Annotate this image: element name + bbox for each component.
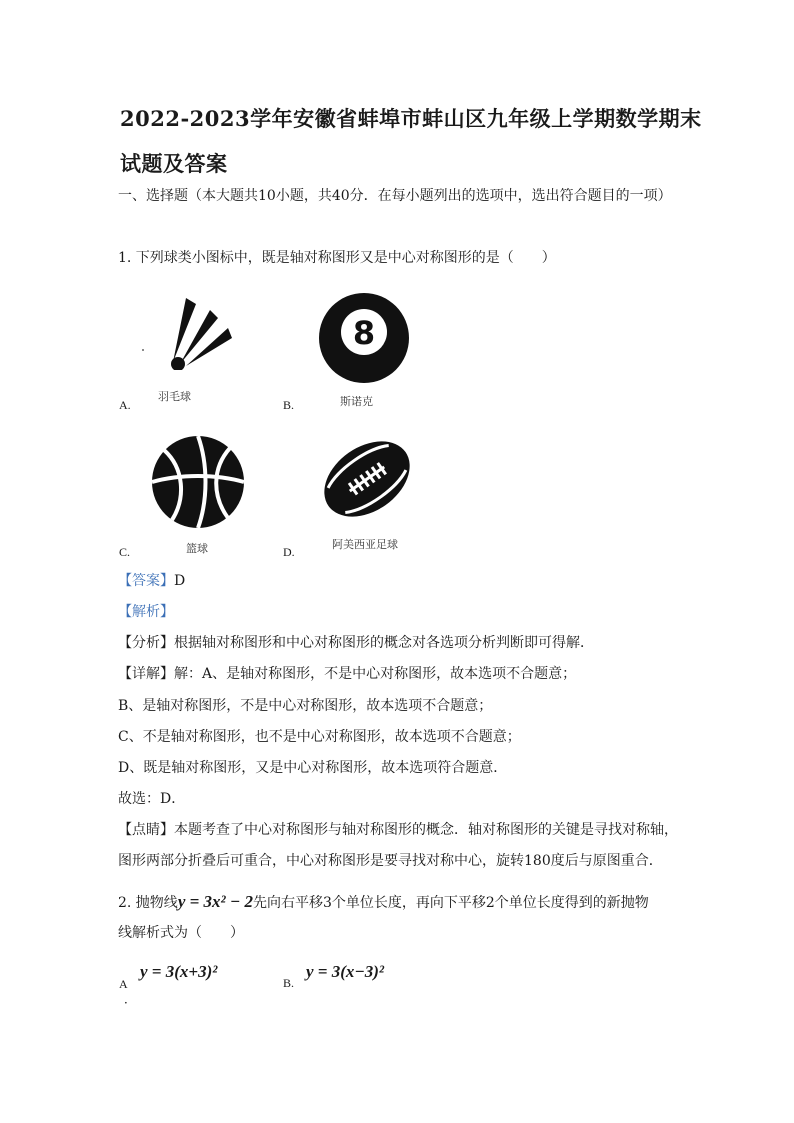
xiangjie-text: 解：A、是轴对称图形，不是中心对称图形，故本选项不合题意； [174, 666, 577, 682]
q2-option-a-letter: A [119, 977, 128, 991]
doc-title-line1: 2022-2023学年安徽省蚌埠市蚌山区九年级上学期数学期末 [120, 106, 702, 131]
answer-value: D [174, 573, 186, 589]
q2-option-a-dot: ． [124, 992, 137, 1006]
analysis-tag: 【解析】 [118, 604, 174, 620]
q2-formula: y = 3x² − 2 [177, 892, 253, 911]
q1-option-a-figure [140, 290, 240, 370]
answer-tag: 【答案】 [118, 573, 174, 589]
q1-option-a-label: 羽毛球 [158, 390, 191, 403]
q1-choose: 故选：D． [118, 791, 186, 807]
q1-stem: 1. 下列球类小图标中，既是轴对称图形又是中心对称图形的是（ ） [118, 250, 556, 266]
q1-line-b: B、是轴对称图形，不是中心对称图形，故本选项不合题意； [118, 698, 493, 714]
q2-number: 2. 抛物线 [118, 895, 178, 911]
q2-stem-rest: 先向右平移3个单位长度，再向下平移2个单位长度得到的新抛物 [252, 895, 649, 911]
q1-option-c-letter: C. [119, 545, 131, 559]
q2-option-b: y = 3(x−3)² [306, 962, 384, 981]
q1-analysis-tag [118, 603, 174, 621]
dianjing-tag: 【点睛】 [118, 822, 174, 838]
billiard-8-ball-icon [318, 292, 410, 384]
q1-line-c: C、不是轴对称图形，也不是中心对称图形，故本选项不合题意； [118, 729, 521, 745]
ball-number: 8 [352, 314, 376, 352]
q1-option-d-label: 阿美西亚足球 [332, 538, 398, 551]
q2-option-b-letter: B. [283, 976, 295, 990]
q1-option-b-label: 斯诺克 [340, 395, 373, 408]
q1-line-d: D、既是轴对称图形，又是中心对称图形，故本选项符合题意． [118, 760, 508, 776]
q2-stem-line2: 线解析式为（ ） [118, 925, 244, 941]
q1-option-d-letter: D. [283, 545, 295, 559]
q1-option-b-figure [318, 292, 410, 384]
basketball-icon [150, 434, 246, 530]
q1-option-c-figure [150, 434, 246, 530]
fenxi-tag: 【分析】 [118, 635, 174, 651]
q1-fenxi-line [118, 634, 594, 652]
q1-option-d-figure [318, 430, 416, 528]
xiangjie-tag: 【详解】 [118, 666, 174, 682]
q1-dianjing-line1 [118, 821, 678, 839]
q1-option-a-letter: A. [119, 398, 131, 412]
q1-option-c-label: 篮球 [186, 542, 208, 555]
q1-option-b-letter: B. [283, 398, 295, 412]
doc-title-line2: 试题及答案 [120, 151, 228, 176]
q2-option-a: y = 3(x+3)² [140, 962, 218, 981]
section-heading: 一、选择题（本大题共10小题，共40分．在每小题列出的选项中，选出符合题目的一项） [118, 188, 672, 204]
q2-stem-line1 [118, 893, 649, 912]
fenxi-text: 根据轴对称图形和中心对称图形的概念对各选项分析判断即可得解． [174, 635, 594, 651]
dianjing-text1: 本题考查了中心对称图形与轴对称图形的概念．轴对称图形的关键是寻找对称轴， [174, 822, 678, 838]
q1-answer-line [118, 572, 185, 590]
american-football-icon [318, 430, 416, 528]
badminton-icon [140, 290, 240, 370]
q1-xiangjie-line [118, 665, 576, 683]
q1-dianjing-line2: 图形两部分折叠后可重合，中心对称图形是要寻找对称中心，旋转180度后与原图重合． [118, 853, 663, 869]
